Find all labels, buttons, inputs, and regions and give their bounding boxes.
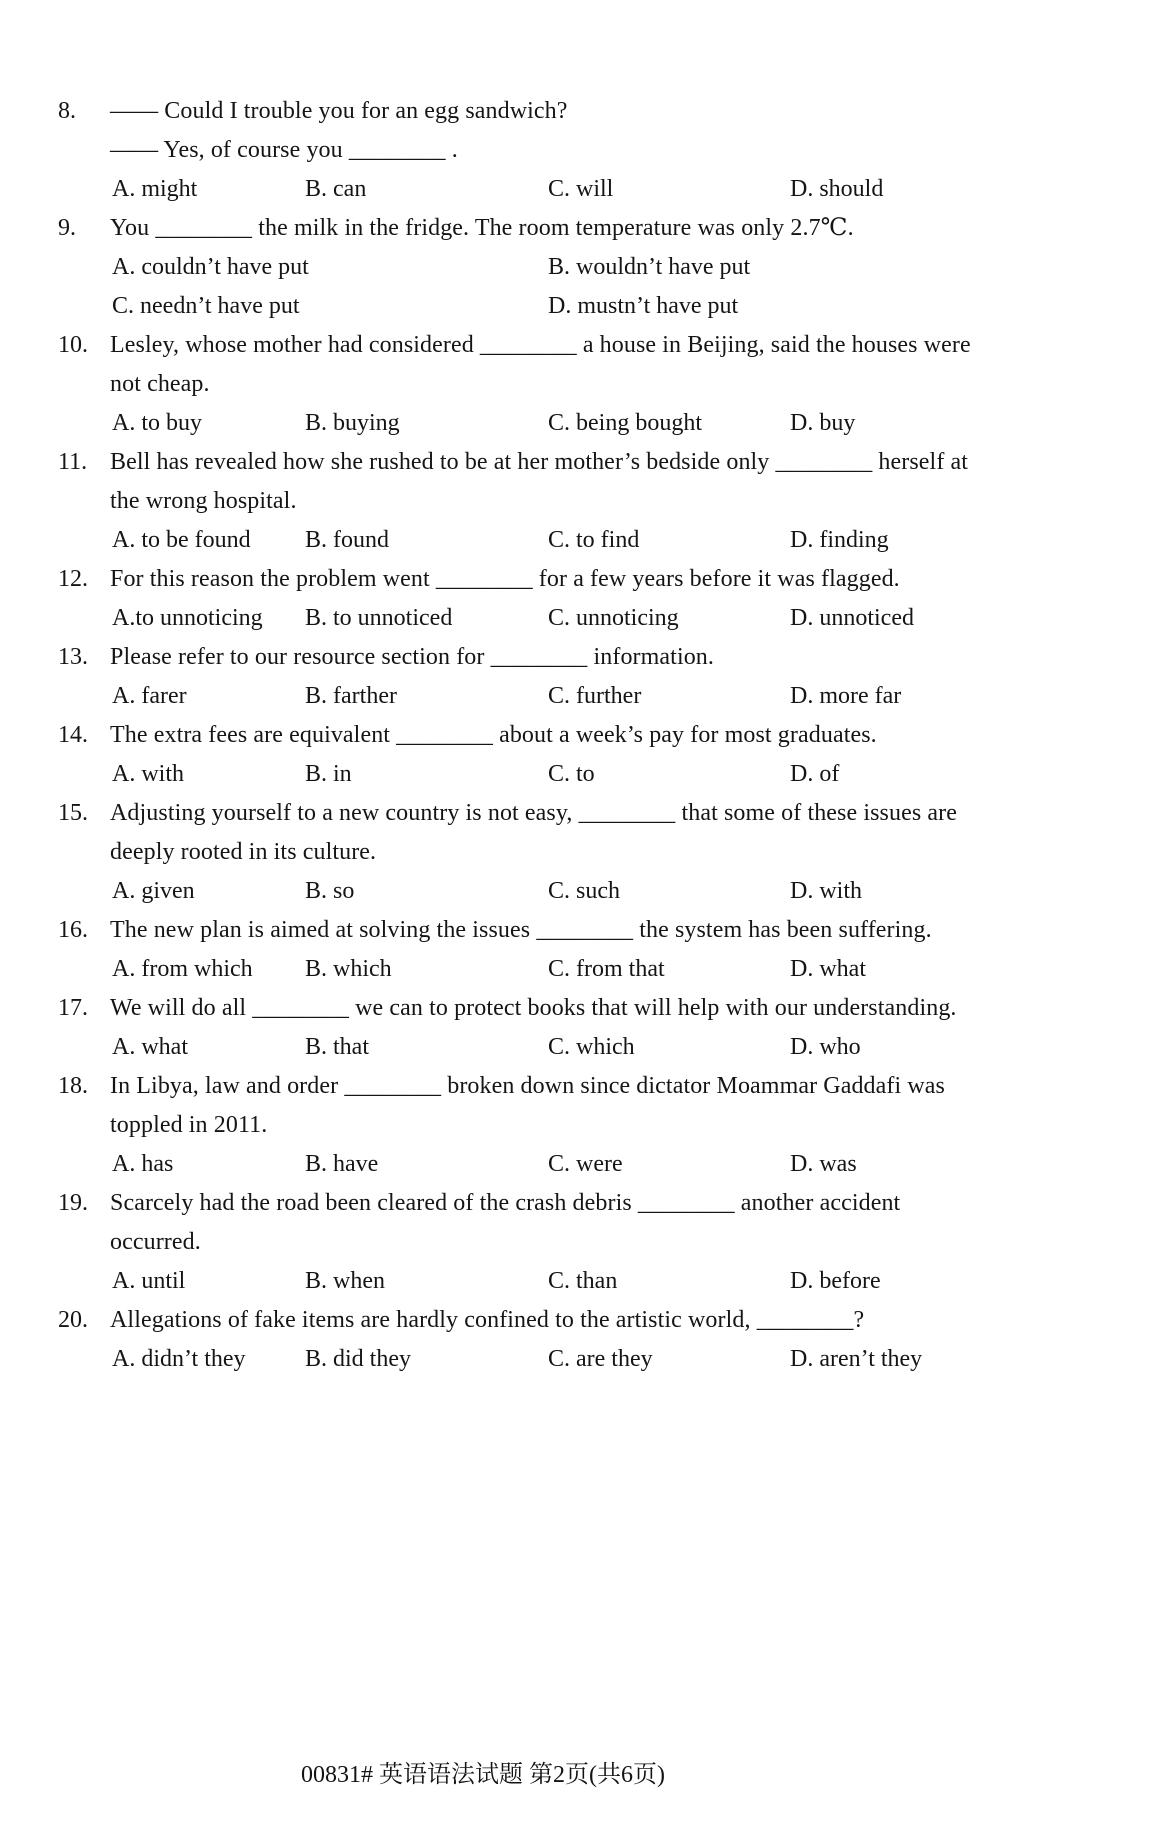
question-11: [0, 443, 1164, 560]
options-row: [110, 1028, 1128, 1067]
question-number: 15.: [58, 800, 88, 826]
question-stem-line: Allegations of fake items are hardly confined to the artistic world, ________?: [110, 1307, 865, 1333]
question-stem-line: The new plan is aimed at solving the issues ________ the system has been suffering.: [110, 917, 932, 943]
question-number: 20.: [58, 1307, 88, 1333]
option-b: B. wouldn’t have put: [548, 254, 751, 280]
question-stem-line: —— Could I trouble you for an egg sandwich?: [110, 98, 568, 124]
question-stem-line: We will do all ________ we can to protect books that will help with our understanding.: [110, 995, 957, 1021]
option-d: D. more far: [790, 683, 902, 709]
option-a: A. to be found: [112, 527, 251, 553]
option-a: A. farer: [112, 683, 187, 709]
option-b: B. in: [305, 761, 352, 787]
exam-page-body: [0, 92, 1164, 1379]
option-d: D. of: [790, 761, 840, 787]
option-a: A. from which: [112, 956, 253, 982]
question-number: 19.: [58, 1190, 88, 1216]
question-continuation-line: not cheap.: [110, 371, 210, 397]
option-c: C. are they: [548, 1346, 653, 1372]
option-c: C. such: [548, 878, 620, 904]
option-a: A. what: [112, 1034, 188, 1060]
question-8: [0, 92, 1164, 209]
option-b: B. when: [305, 1268, 385, 1294]
option-c: C. than: [548, 1268, 618, 1294]
option-b: B. have: [305, 1151, 379, 1177]
option-d: D. buy: [790, 410, 856, 436]
options-row: [110, 1145, 1128, 1184]
option-b: B. buying: [305, 410, 400, 436]
page-footer: 00831# 英语语法试题 第2页(共6页): [301, 1762, 665, 1788]
option-b: B. can: [305, 176, 367, 202]
question-15: [0, 794, 1164, 911]
option-b: B. farther: [305, 683, 397, 709]
question-number: 12.: [58, 566, 88, 592]
option-c: C. needn’t have put: [112, 293, 300, 319]
option-a: A. given: [112, 878, 195, 904]
option-d: D. unnoticed: [790, 605, 914, 631]
option-d: D. who: [790, 1034, 861, 1060]
question-continuation-line: deeply rooted in its culture.: [110, 839, 377, 865]
options-row: [110, 755, 1128, 794]
option-c: C. were: [548, 1151, 623, 1177]
options-row: [110, 599, 1128, 638]
question-number: 10.: [58, 332, 88, 358]
question-continuation-line: occurred.: [110, 1229, 201, 1255]
question-10: [0, 326, 1164, 443]
option-c: C. further: [548, 683, 642, 709]
question-stem-line: —— Yes, of course you ________ .: [110, 137, 458, 163]
options-row: [110, 677, 1128, 716]
option-b: B. which: [305, 956, 392, 982]
option-a: A. to buy: [112, 410, 202, 436]
option-c: C. to find: [548, 527, 640, 553]
option-b: B. to unnoticed: [305, 605, 453, 631]
question-19: [0, 1184, 1164, 1301]
question-stem-line: Bell has revealed how she rushed to be at her mother’s bedside only ________ herself at: [110, 449, 969, 475]
option-a: A. couldn’t have put: [112, 254, 309, 280]
option-a: A.to unnoticing: [112, 605, 263, 631]
options-row: [110, 950, 1128, 989]
question-17: [0, 989, 1164, 1067]
options-row: [110, 404, 1128, 443]
question-stem-line: Adjusting yourself to a new country is not easy, ________ that some of these issues are: [110, 800, 957, 826]
option-b: B. so: [305, 878, 355, 904]
option-d: D. before: [790, 1268, 881, 1294]
question-number: 13.: [58, 644, 88, 670]
option-c: C. which: [548, 1034, 635, 1060]
options-row: [110, 1262, 1128, 1301]
question-number: 11.: [58, 449, 88, 475]
option-d: D. mustn’t have put: [548, 293, 739, 319]
option-d: D. what: [790, 956, 866, 982]
options-row: [110, 872, 1128, 911]
question-number: 16.: [58, 917, 88, 943]
question-stem-line: Please refer to our resource section for ________ information.: [110, 644, 715, 670]
question-20: [0, 1301, 1164, 1379]
question-number: 8.: [58, 98, 76, 124]
option-b: B. did they: [305, 1346, 411, 1372]
question-16: [0, 911, 1164, 989]
options-row: [110, 521, 1128, 560]
question-stem-line: The extra fees are equivalent ________ about a week’s pay for most graduates.: [110, 722, 877, 748]
question-13: [0, 638, 1164, 716]
options-row: [110, 1340, 1128, 1379]
option-b: B. found: [305, 527, 389, 553]
options-row: [110, 248, 1128, 287]
question-12: [0, 560, 1164, 638]
option-a: A. with: [112, 761, 184, 787]
question-continuation-line: the wrong hospital.: [110, 488, 297, 514]
option-d: D. with: [790, 878, 862, 904]
question-18: [0, 1067, 1164, 1184]
options-row: [110, 170, 1128, 209]
option-c: C. unnoticing: [548, 605, 679, 631]
option-b: B. that: [305, 1034, 369, 1060]
option-d: D. should: [790, 176, 884, 202]
option-c: C. being bought: [548, 410, 702, 436]
question-stem-line: Scarcely had the road been cleared of the crash debris ________ another accident: [110, 1190, 901, 1216]
option-d: D. aren’t they: [790, 1346, 923, 1372]
option-d: D. was: [790, 1151, 857, 1177]
question-9: [0, 209, 1164, 326]
option-a: A. might: [112, 176, 198, 202]
question-stem-line: You ________ the milk in the fridge. The room temperature was only 2.7℃.: [110, 215, 854, 241]
question-number: 14.: [58, 722, 88, 748]
question-stem-line: Lesley, whose mother had considered ________ a house in Beijing, said the houses were: [110, 332, 971, 358]
question-number: 18.: [58, 1073, 88, 1099]
option-d: D. finding: [790, 527, 889, 553]
option-c: C. will: [548, 176, 614, 202]
question-stem-line: For this reason the problem went ________ for a few years before it was flagged.: [110, 566, 900, 592]
option-c: C. to: [548, 761, 595, 787]
option-a: A. until: [112, 1268, 186, 1294]
option-a: A. didn’t they: [112, 1346, 246, 1372]
options-row: [110, 287, 1128, 326]
option-a: A. has: [112, 1151, 174, 1177]
question-stem-line: In Libya, law and order ________ broken down since dictator Moammar Gaddafi was: [110, 1073, 945, 1099]
question-continuation-line: toppled in 2011.: [110, 1112, 268, 1138]
option-c: C. from that: [548, 956, 665, 982]
question-14: [0, 716, 1164, 794]
question-number: 9.: [58, 215, 76, 241]
question-number: 17.: [58, 995, 88, 1021]
